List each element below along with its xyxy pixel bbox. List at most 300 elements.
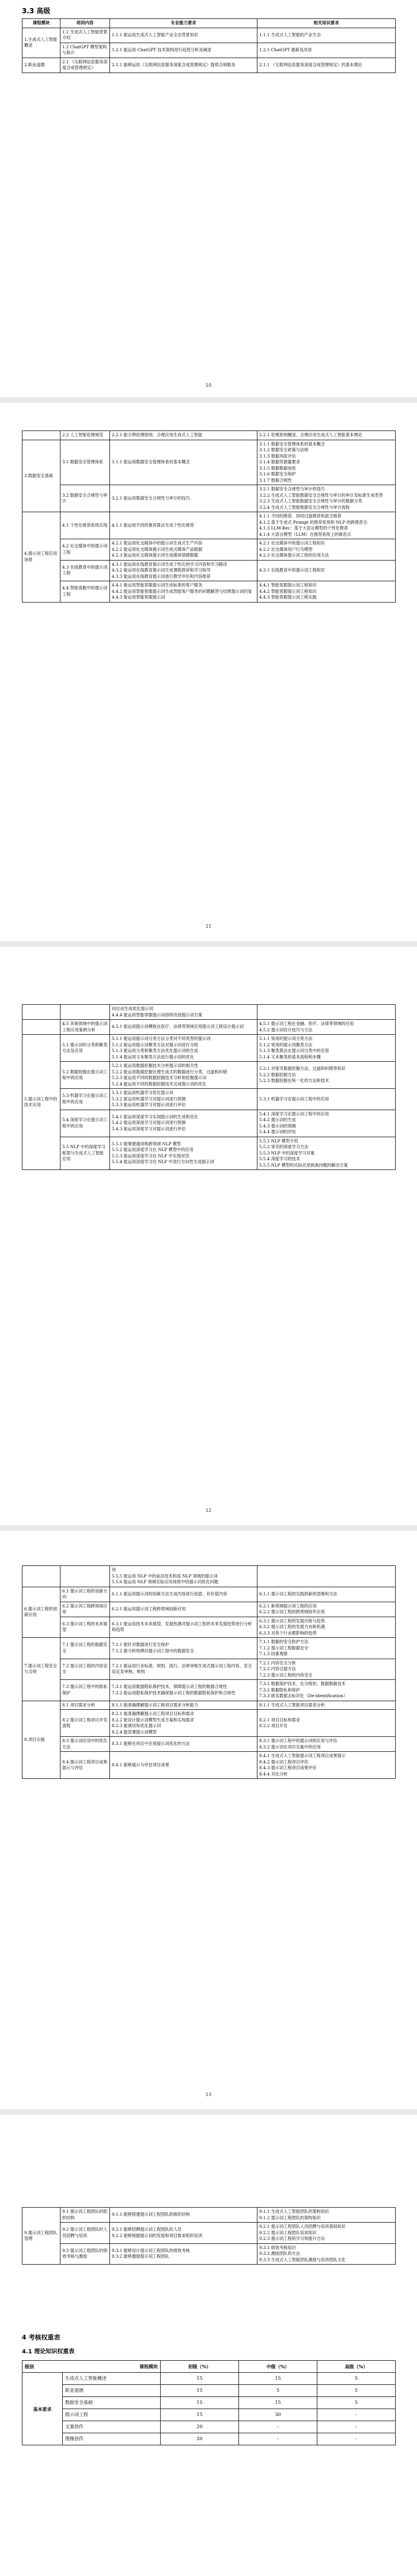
knowledge-cell-line: 7.2.3 提示词工程的内容安全 (259, 1672, 313, 1678)
knowledge-cell-line: 5.5.1 NLP 模型介绍 (259, 1138, 298, 1144)
table-row (22, 2208, 396, 2223)
table-row (22, 1701, 396, 1710)
module-cell (22, 1566, 60, 1587)
requirement-cell (110, 560, 257, 581)
requirement-cell-line: 5.1.4 能运用文本聚类方法进行提示词的优化 (112, 1054, 194, 1060)
weight-module-cell: 图像创作 (63, 2433, 161, 2445)
document-page-3 (0, 947, 417, 1525)
knowledge-cell-line: 4.5.1 提示词工程在金融、医疗、法律等领域的应用 (259, 1021, 354, 1026)
table-row (22, 560, 396, 581)
knowledge-cell-line: 8.1.1 生成式人工智能项目需求分析 (259, 1702, 325, 1708)
knowledge-cell-line: 3.2.3 生成式人工智能数据安全合规性与审计的数据分类 (259, 498, 362, 504)
weight-header-module: 课程模块 (139, 2364, 158, 2369)
requirement-cell-line: 7.3.1 能运用数据隐私保护技术，保障提示词工程的数据合规性 (112, 1684, 228, 1690)
weight-table-row (22, 2385, 396, 2397)
content-cell: 8.2 提示词工程项目开发流程 (60, 1710, 110, 1737)
requirement-cell-line: 8.3.1 能够在项目中应用提示词优化的方法 (112, 1741, 190, 1747)
knowledge-cell-line: 6.1.1 提示词工程的实践供新的思维和方法 (259, 1591, 338, 1596)
knowledge-cell (257, 485, 396, 512)
requirement-cell (110, 2223, 257, 2244)
module-cell: 9.提示词工程团队管理 (22, 2208, 60, 2265)
content-cell: 1.2 ChatGPT 模型架构与简介 (60, 43, 110, 58)
table-row (22, 1062, 396, 1089)
table-row (22, 1659, 396, 1680)
weight-module-cell: 提示词工程 (63, 2409, 161, 2421)
knowledge-cell (257, 512, 396, 539)
knowledge-cell-line: 3.1.1 数据安全管理体系的基本概念 (259, 441, 325, 447)
knowledge-cell-line: 4.4.3 智能客服提示词工程实践 (259, 595, 317, 600)
knowledge-cell-line: 3.1.6 数据安全保护 (259, 471, 296, 477)
requirement-cell-line: 7.1.2 能分析和辨识提示词工程中的数据安全 (112, 1648, 194, 1653)
document-page-2 (0, 403, 417, 941)
knowledge-cell (257, 28, 396, 43)
knowledge-cell-line: 5.4.1 深度学习在提示词工程中的应用 (259, 1111, 329, 1116)
requirement-cell-line: 3.2.1 能运用数据安全合规性与审计的技巧 (112, 495, 190, 501)
module-cell: 1.生成式人工智能概述 (22, 28, 60, 58)
knowledge-cell (257, 1617, 396, 1638)
knowledge-cell-line: 5.2.2 数据挖掘方法 (259, 1072, 296, 1077)
section-4-1-title: 4.1 理论知识权重表 (22, 2349, 75, 2355)
requirement-cell-line: 5.1.1 能运用提示词分类方法分类对不同类型的提示词 (112, 1036, 211, 1041)
requirement-cell-line: 9.1.1 能够搭建提示词工程团队的组织结构 (112, 2212, 190, 2217)
requirement-cell-line: 7.1.1 能针对数据进行安全保护 (112, 1642, 169, 1648)
weight-senior-cell: - (317, 2433, 396, 2445)
table-row (22, 1566, 396, 1587)
requirement-cell-line: 2.2.1 能分辨伦理原则、合理应用生成式人工智能 (112, 432, 203, 437)
requirement-cell (110, 43, 257, 58)
table-row (22, 431, 396, 440)
knowledge-cell (257, 1089, 396, 1110)
requirement-cell (110, 1089, 257, 1110)
document-page-4 (0, 1531, 417, 2109)
section-title: 3.3 高级 (22, 7, 51, 15)
requirement-cell-line: 9.3.1 能够设计提示词工程团队的绩效考核 (112, 2247, 190, 2253)
requirement-cell-line: 5.3.1 能运用机器学习优化提示词 (112, 1090, 173, 1095)
knowledge-cell (257, 1137, 396, 1170)
knowledge-cell-line: 9.2.1 提示词工程团队人员招聘与培训基础知识 (259, 2224, 346, 2229)
weight-header-middle: 中级（%） (239, 2361, 317, 2373)
knowledge-cell (257, 1710, 396, 1737)
knowledge-cell (257, 539, 396, 561)
page-number: 11 (205, 924, 212, 929)
weight-senior-cell: 5 (317, 2385, 396, 2397)
requirement-cell-line: 9.2.2 能够根据提示词的发展和项目需求组织培训 (112, 2232, 203, 2238)
knowledge-cell (257, 440, 396, 485)
weight-middle-cell: - (239, 2421, 317, 2433)
weight-module-cell: 文案创作 (63, 2421, 161, 2433)
knowledge-cell (257, 1701, 396, 1710)
knowledge-cell-line: 3.1.7 数据合规性 (259, 477, 292, 483)
content-cell: 6.2 提示词工程跨领域应用 (60, 1602, 110, 1617)
requirement-cell-line: 4.3.1 能运用在线教育提示词生成个性化的学习内容和学习路径 (112, 561, 228, 567)
weight-primary-cell: 15 (161, 2397, 239, 2409)
knowledge-cell (257, 1659, 396, 1680)
knowledge-cell-line: 3.1.2 数据安全政策与法规 (259, 447, 309, 452)
knowledge-cell-line: 5.2.3 数据挖掘在统一化的方法和技术 (259, 1078, 329, 1084)
requirement-cell-line: 4.1.1 能运用不同的推荐算法生成个性化推荐 (112, 522, 194, 528)
requirement-cell (110, 28, 257, 43)
requirement-cell (110, 1110, 257, 1137)
knowledge-cell-line: 3.2.1 数据安全合规性与审计的技巧 (259, 486, 325, 491)
content-cell: 3.2 数据安全合规性与审计 (60, 485, 110, 512)
table-row (22, 1035, 396, 1062)
requirement-cell (110, 581, 257, 603)
requirement-cell (110, 1020, 257, 1035)
knowledge-cell-line: 5.4.4 提示词的评估 (259, 1129, 296, 1134)
weight-table-row (22, 2373, 396, 2385)
requirement-cell (110, 1566, 257, 1587)
page-number: 12 (205, 1508, 212, 1513)
knowledge-cell (257, 1005, 396, 1020)
knowledge-cell-line: 5.5.4 深度学习的技术 (259, 1156, 300, 1161)
knowledge-cell (257, 1680, 396, 1701)
content-cell: 6.1 提示词工程的创新方向 (60, 1587, 110, 1602)
weight-module-cell: 生成式人工智能概述 (63, 2373, 161, 2385)
weight-header-senior: 高级（%） (317, 2361, 396, 2373)
content-cell: 8.1 项目需求分析 (60, 1701, 110, 1710)
knowledge-cell (257, 1566, 396, 1587)
requirement-cell-line: 8.1.1 能准确理解提示词工程项目需求分析能力 (112, 1702, 198, 1708)
requirement-cell (110, 1737, 257, 1752)
content-cell: 7.2 提示词工程的内容安全 (60, 1659, 110, 1680)
requirement-cell-line: 4.2.1 能运用社交媒体中的提示词生成式生产内容 (112, 540, 203, 546)
knowledge-cell-line: 3.1.4 数据资源量要求 (259, 459, 300, 464)
knowledge-cell-line: 4.3.1 在线教育中的提示词工程知识 (259, 567, 325, 573)
requirement-cell-line: 词自动生成优化提示词 (112, 1006, 153, 1011)
weight-primary-cell: 20 (161, 2433, 239, 2445)
knowledge-cell (257, 1602, 396, 1617)
page-number: 10 (205, 383, 212, 388)
requirement-cell-line: 4.2.3 能运用社交媒体提示词生成媒体情感数据 (112, 552, 198, 558)
weight-senior-cell: - (317, 2421, 396, 2433)
knowledge-cell-line: 8.2.2 项目开发 (259, 1723, 288, 1728)
module-cell: 2.职业道德 (22, 58, 60, 73)
requirement-cell-line: 5.2.3 能运用不同的数据挖掘技术分析和挖掘提示词 (112, 1075, 207, 1080)
content-cell: 3.1 数据安全管理体系 (60, 440, 110, 485)
knowledge-cell-line: 8.4.2 提示词工程项目评估 (259, 1759, 309, 1765)
knowledge-cell-line: 5.1.1 常用的提示词分类方法 (259, 1036, 313, 1041)
weight-header-level: 级别 (25, 2364, 34, 2369)
content-cell: 2.1 《互联网信息服务深度合成管理规定》 (60, 58, 110, 73)
knowledge-cell-line: 8.4.4 对比分析 (259, 1771, 288, 1777)
requirement-cell (110, 1701, 257, 1710)
knowledge-cell-line: 5.4.3 提示词的预测 (259, 1123, 296, 1129)
requirement-cell-line: 7.3.2 能运用隐私保护技术确保提示词工程的数据隐私保护和合规性 (112, 1690, 236, 1695)
requirement-cell (110, 1062, 257, 1089)
weight-header-primary: 初级（%） (161, 2361, 239, 2373)
requirement-cell (110, 1710, 257, 1737)
content-cell: 8.3 提示词应用中的优化方法 (60, 1737, 110, 1752)
knowledge-cell-line: 7.3.3 匿名数据去标识化（De-identification） (259, 1693, 348, 1698)
requirement-cell (110, 2208, 257, 2223)
weight-module-cell: 数据安全基础 (63, 2397, 161, 2409)
requirement-cell (110, 1617, 257, 1638)
requirement-cell-line: 5.1.3 能运用分类和聚类方法优化提示词的生成 (112, 1048, 198, 1053)
content-cell: 5.1 提示词的分类和聚类方法及应用 (60, 1035, 110, 1062)
knowledge-cell-line: 6.3.1 提示词工程的发展历程与趋势 (259, 1618, 325, 1624)
module-cell (22, 431, 60, 440)
content-cell (60, 1005, 110, 1020)
requirement-cell (110, 1752, 257, 1779)
requirement-cell (110, 512, 257, 539)
header-req: 专业能力要求 (110, 19, 257, 28)
table-row (22, 28, 396, 43)
content-cell: 4.1 个性化推荐系统实现 (60, 512, 110, 539)
table-row (22, 1110, 396, 1137)
content-cell: 5.5 NLP 中的深度学习框架与生成式人工智能应用 (60, 1137, 110, 1170)
table-row (22, 512, 396, 539)
requirement-cell (110, 1035, 257, 1062)
requirement-cell-line: 8.2.3 能调试和优化提示词 (112, 1723, 161, 1728)
module-cell: 3.数据安全基础 (22, 440, 60, 512)
requirement-cell-line: 5.5.1 能掌握通用和跨领域 NLP 模型 (112, 1141, 181, 1146)
requirement-cell-line: 5.5.5 能运用 NLP 中的前沿技术和高 NLP 领域的提示词 (112, 1573, 218, 1579)
content-cell: 5.2 数据挖掘在提示词工程中的应用 (60, 1062, 110, 1089)
knowledge-cell-line: 4.1.4 大语言模型（LLM）在推荐系统上的新范式 (259, 531, 351, 537)
knowledge-cell-line: 3.1.3 数据风险评估 (259, 453, 296, 459)
knowledge-cell-line: 8.2.1 项目目标和需求 (259, 1717, 300, 1723)
content-cell: 7.3 提示词工程中的隐私保护 (60, 1680, 110, 1701)
table-row (22, 1680, 396, 1701)
knowledge-cell-line: 5.1.2 常用的提示词聚类方法 (259, 1042, 313, 1047)
knowledge-cell-line: 9.1.2 提示词工程团队的架构知识 (259, 2215, 321, 2220)
content-cell: 8.4 提示词工程项目成果展示与评估 (60, 1752, 110, 1779)
training-table-page-1 (22, 18, 396, 73)
requirement-cell (110, 485, 257, 512)
knowledge-cell-line: 5.5.3 NLP 中的深度学习对象 (259, 1150, 315, 1156)
content-cell (60, 1566, 110, 1587)
knowledge-cell-line: 5.5.2 常见的深度学习方法 (259, 1144, 309, 1149)
document-page-5 (0, 2115, 417, 2576)
table-row (22, 1005, 396, 1020)
content-cell: 4.4 智能客服中的提示词工程 (60, 581, 110, 603)
weight-table-row (22, 2433, 396, 2445)
knowledge-cell-line: 4.4.2 智能客服提示词工程知识 (259, 588, 317, 594)
weight-module-cell: 职业道德 (63, 2385, 161, 2397)
knowledge-cell-line: 2.1.1 《互联网信息服务深度合成管理规定》的基本理论 (259, 62, 362, 67)
knowledge-cell-line: 4.5.2 提示词设计技巧与方法 (259, 1027, 313, 1032)
requirement-cell-line: 1.2.1 能运用 ChatGPT 技术架构进行趋势分析及阐述 (112, 47, 211, 52)
weight-primary-cell: 20 (161, 2421, 239, 2433)
knowledge-cell-line: 9.3.3 生成式人工智能团队激励与培训团队文化 (259, 2257, 346, 2262)
content-cell: 5.4 深度学习在提示词工程中的应用 (60, 1110, 110, 1137)
knowledge-cell-line: 1.1.1 生成式人工智能的产业生态 (259, 32, 321, 37)
training-table-page-3 (22, 1004, 396, 1170)
table-row (22, 1587, 396, 1602)
table-row (22, 485, 396, 512)
requirement-cell-line: 5.4.3 能运用深度学习对提示词进行评估 (112, 1126, 186, 1131)
knowledge-cell-line: 6.2.2 提示词工程的跨领域协作应用 (259, 1609, 325, 1614)
content-cell: 9.2 提示词工程团队的人员招聘与培训 (60, 2223, 110, 2244)
knowledge-cell-line: 2.2.1 伦理原则概述、合理应用生成式人工智能基本理论 (259, 432, 362, 437)
requirement-cell-line: 8.2.1 能准确理解提示词工程项目目标和需求 (112, 1711, 194, 1716)
knowledge-cell-line: 7.1.2 提示词工程数据安全 (259, 1645, 309, 1651)
content-cell: 4.5 其他领域中的提示词工程应用案例分析 (60, 1020, 110, 1035)
knowledge-cell-line: 5.1.4 文本聚类的基本流程和步骤 (259, 1054, 321, 1060)
knowledge-cell (257, 1752, 396, 1779)
requirement-cell-line: 4.4.4 能运用智能客服提示词持续改进提示词方案 (112, 1012, 203, 1018)
section-4-title: 4 考核权重表 (22, 2334, 60, 2341)
table-row (22, 1602, 396, 1617)
content-cell: 4.2 社交媒体中的提示词工程 (60, 539, 110, 561)
requirement-cell-line: 4.3.2 能运用在线教育提示词生成课程推荐和学习指导 (112, 567, 211, 573)
requirement-cell (110, 1587, 257, 1602)
weight-header-level-module (22, 2361, 161, 2373)
knowledge-cell-line: 8.3.1 提示词工程中的提示词的应用与评估 (259, 1738, 338, 1743)
table-row (22, 2223, 396, 2244)
knowledge-cell (257, 2243, 396, 2265)
training-table-page-2 (22, 430, 396, 603)
content-cell: 7.1 提示词工程的数据安全 (60, 1638, 110, 1659)
knowledge-cell-line: 7.3.1 数据保护技术、在分级机、数据脱敏技术 (259, 1681, 346, 1686)
knowledge-cell (257, 1737, 396, 1752)
requirement-cell (110, 1680, 257, 1701)
content-cell: 9.3 提示词工程团队的绩效考核与激励 (60, 2243, 110, 2265)
requirement-cell (110, 2243, 257, 2265)
requirement-cell-line: 4.4.1 能运用智能客服提示词生成标准的客户服务 (112, 582, 203, 588)
table-row (22, 43, 396, 58)
requirement-cell-line: 5.3.2 能运用机器学习对提示词进行预测 (112, 1096, 186, 1102)
weight-primary-cell: 15 (161, 2373, 239, 2385)
requirement-cell-line: 5.5.6 能运用 NLP 领域实际应用场景中的提示词优化问题 (112, 1579, 218, 1584)
knowledge-cell (257, 581, 396, 603)
weight-middle-cell: - (239, 2433, 317, 2445)
header-module: 课程模块 (22, 19, 60, 28)
content-cell: 1.1 生成式人工智能背景介绍 (60, 28, 110, 43)
knowledge-cell (257, 58, 396, 73)
knowledge-cell-line: 8.3.2 提示词在项目实施中的应用 (259, 1744, 321, 1750)
module-cell: 8.项目实施 (22, 1701, 60, 1779)
requirement-cell (110, 1638, 257, 1659)
table-row (22, 1020, 396, 1035)
requirement-cell-line: 8.2.2 能设计提示词模型生成方案和实现需求 (112, 1717, 194, 1723)
module-cell: 4.提示词工程应用场景 (22, 512, 60, 603)
weight-primary-cell: 15 (161, 2385, 239, 2397)
table-row (22, 539, 396, 561)
requirement-cell-line: 6.1.1 能运用提示词的创新方法生成内容进行创意、有价值内容 (112, 1591, 228, 1596)
weight-primary-cell: 15 (161, 2409, 239, 2421)
table-row (22, 58, 396, 73)
requirement-cell-line: 6.3.1 能运用技术未来展望、发展机遇对提示词工程的未来发展趋势进行分析和趋势 (112, 1621, 252, 1633)
requirement-cell (110, 440, 257, 485)
requirement-cell (110, 539, 257, 561)
knowledge-cell-line: 9.3.2 激励团队的方法 (259, 2251, 300, 2256)
knowledge-cell-line: 6.3.3 对各个行业都影响的趋势 (259, 1630, 317, 1636)
weight-table-row (22, 2421, 396, 2433)
knowledge-cell-line: 1.2.1 ChatGPT 最新及改进 (259, 47, 312, 52)
knowledge-cell-line: 8.4.3 提示词工程项目成果评价 (259, 1765, 317, 1770)
knowledge-cell-line: 4.4.1 智能客服提示词工程知识 (259, 582, 317, 588)
knowledge-cell-line: 9.2.3 提示词工程的学习和提升方法 (259, 2236, 325, 2241)
requirement-cell-line: 5.3.3 能运用机器学习对提示词进行评估 (112, 1102, 186, 1107)
table-row (22, 1089, 396, 1110)
requirement-cell-line: 2.1.1 能够运用《互联网信息服务深度合成管理规定》提供合规服务 (112, 62, 236, 67)
knowledge-cell-line: 5.1.3 聚类算法在提示词分类中的应用 (259, 1048, 329, 1053)
knowledge-cell-line: 5.2.1 对常见数据挖掘方法、过滤和纠错等知识 (259, 1066, 346, 1072)
knowledge-cell-line: 9.1.1 生成式人工智能团队的架构知识 (259, 2209, 329, 2214)
requirement-cell-line: 5.2.1 能运用数据挖掘技术分析提示词的相关性 (112, 1063, 198, 1068)
content-cell: 6.3 提示词工程的未来展望 (60, 1617, 110, 1638)
knowledge-cell-line: 6.2.1 新领域提示词工程的应用 (259, 1603, 317, 1609)
knowledge-cell-line: 5.4.2 提示词的生成 (259, 1117, 296, 1122)
weight-table-row (22, 2409, 396, 2421)
knowledge-cell-line: 6.3.2 提示词工程的发展方向和机遇 (259, 1624, 325, 1629)
weight-table-header-row (22, 2361, 396, 2373)
knowledge-cell (257, 43, 396, 58)
knowledge-cell (257, 560, 396, 581)
requirement-cell-line: 5.5.4 能运用深度学习在 NLP 中进行方向性生成提示词 (112, 1159, 214, 1165)
table-header-row (22, 19, 396, 28)
requirement-cell-line: 5.1.2 能运用提示词聚类方法对提示词进行分组 (112, 1042, 198, 1047)
table-row (22, 1710, 396, 1737)
document-page-1 (0, 0, 417, 397)
knowledge-cell-line: 4.2.1 社交媒体中的提示词工程知识 (259, 540, 325, 546)
knowledge-cell-line: 4.1.2 基于生成式 Prompt 的推荐系统和 NLP 的跨推荐合 (259, 519, 367, 525)
module-cell: 6.提示词工程的创新应用 (22, 1587, 60, 1638)
header-content: 培训内容 (60, 19, 110, 28)
knowledge-cell-line: 7.3.2 数据隐私和保护 (259, 1687, 300, 1693)
knowledge-cell-line: 3.2.2 生成式人工智能数据安全合规性与审计的审计及标准生成类型 (259, 492, 383, 498)
requirement-cell-line: 5.5.2 能运用深度学习在 NLP 模型中的应用 (112, 1147, 194, 1153)
training-table-page-4 (22, 1565, 396, 1779)
requirement-cell-line: 5.5.3 能运用深度学习在 NLP 中实现对话 (112, 1153, 189, 1159)
knowledge-cell (257, 431, 396, 440)
table-row (22, 440, 396, 485)
table-row (22, 581, 396, 603)
table-row (22, 1752, 396, 1779)
requirement-cell-line: 5.4.1 能运用深度学习实现提示词的生成和优化 (112, 1114, 198, 1119)
weight-middle-cell: 15 (239, 2397, 317, 2409)
requirement-cell-line: 5.2.2 能运用数据挖掘处理生成式的数据进行分类、过滤和纠错 (112, 1069, 228, 1074)
requirement-cell-line: 6.2.1 能运用提示词工程跨领域创新应用 (112, 1606, 186, 1611)
requirement-cell (110, 1005, 257, 1020)
knowledge-cell-line: 5.5.5 NLP 模型的实际应用挑战问题的解决方案 (259, 1162, 348, 1168)
content-cell: 4.3 在线教育中的提示词工程 (60, 560, 110, 581)
knowledge-cell-line: 8.4.1 生成式人工智能提示词工程项目成果展示 (259, 1753, 346, 1758)
knowledge-cell (257, 1020, 396, 1035)
knowledge-cell-line: 4.2.2 社交媒体用户行为模型 (259, 546, 313, 552)
weight-senior-cell: 5 (317, 2397, 396, 2409)
requirement-cell-line: 4.2.2 能运用社交媒体提示词生成式媒体产品数据 (112, 546, 203, 552)
module-cell (22, 1005, 60, 1020)
knowledge-cell (257, 1062, 396, 1089)
knowledge-cell-line: 4.2.3 社交媒体提示词工程的应用方法 (259, 552, 329, 558)
knowledge-cell (257, 1035, 396, 1062)
requirement-cell-line: 3.1.1 能运用数据安全管理体系的基本概念 (112, 459, 190, 464)
requirement-cell-line: 4.5.1 能运用提示词模板在医疗、法律等领域应用提示词工程设计提示词 (112, 1024, 244, 1030)
knowledge-cell-line: 7.1.1 数据的安全防护方法 (259, 1639, 309, 1644)
knowledge-cell (257, 2223, 396, 2244)
knowledge-cell-line: 7.2.2 内容过滤方法 (259, 1666, 296, 1671)
requirement-cell-line: 5.4.2 能运用深度学习对提示词进行预测 (112, 1120, 186, 1126)
requirement-cell-line: 1.1.1 能运用生成式人工智能产业全态背景知识 (112, 32, 198, 37)
knowledge-cell-line: 4.1.3 LLM-Rec：基于大语言模型的个性化推荐 (259, 525, 348, 531)
knowledge-cell-line: 3.1.5 数据数据加密 (259, 465, 296, 471)
knowledge-cell-line: 5.3.1 机器学习在提示词工程中的应用 (259, 1096, 329, 1102)
requirement-cell-line: 8.2.4 能部署提示词模型 (112, 1729, 157, 1735)
theory-weight-table (22, 2360, 396, 2445)
table-row (22, 2243, 396, 2265)
knowledge-cell (257, 1587, 396, 1602)
content-cell: 9.1 提示词工程团队的组织结构 (60, 2208, 110, 2223)
requirement-cell-line: 9.3.2 能够激励提示词工程团队 (112, 2254, 169, 2259)
requirement-cell-line: 8.4.1 能够展示与评估项目成果 (112, 1762, 169, 1767)
table-row (22, 1737, 396, 1752)
page-number: 13 (205, 2092, 212, 2097)
requirement-cell-line: 9.2.1 能够招聘提示词工程团队的人员 (112, 2227, 182, 2232)
requirement-cell (110, 1602, 257, 1617)
knowledge-cell-line: 4.1.1 不同的推荐、协同过滤推荐和混合推荐 (259, 513, 342, 519)
